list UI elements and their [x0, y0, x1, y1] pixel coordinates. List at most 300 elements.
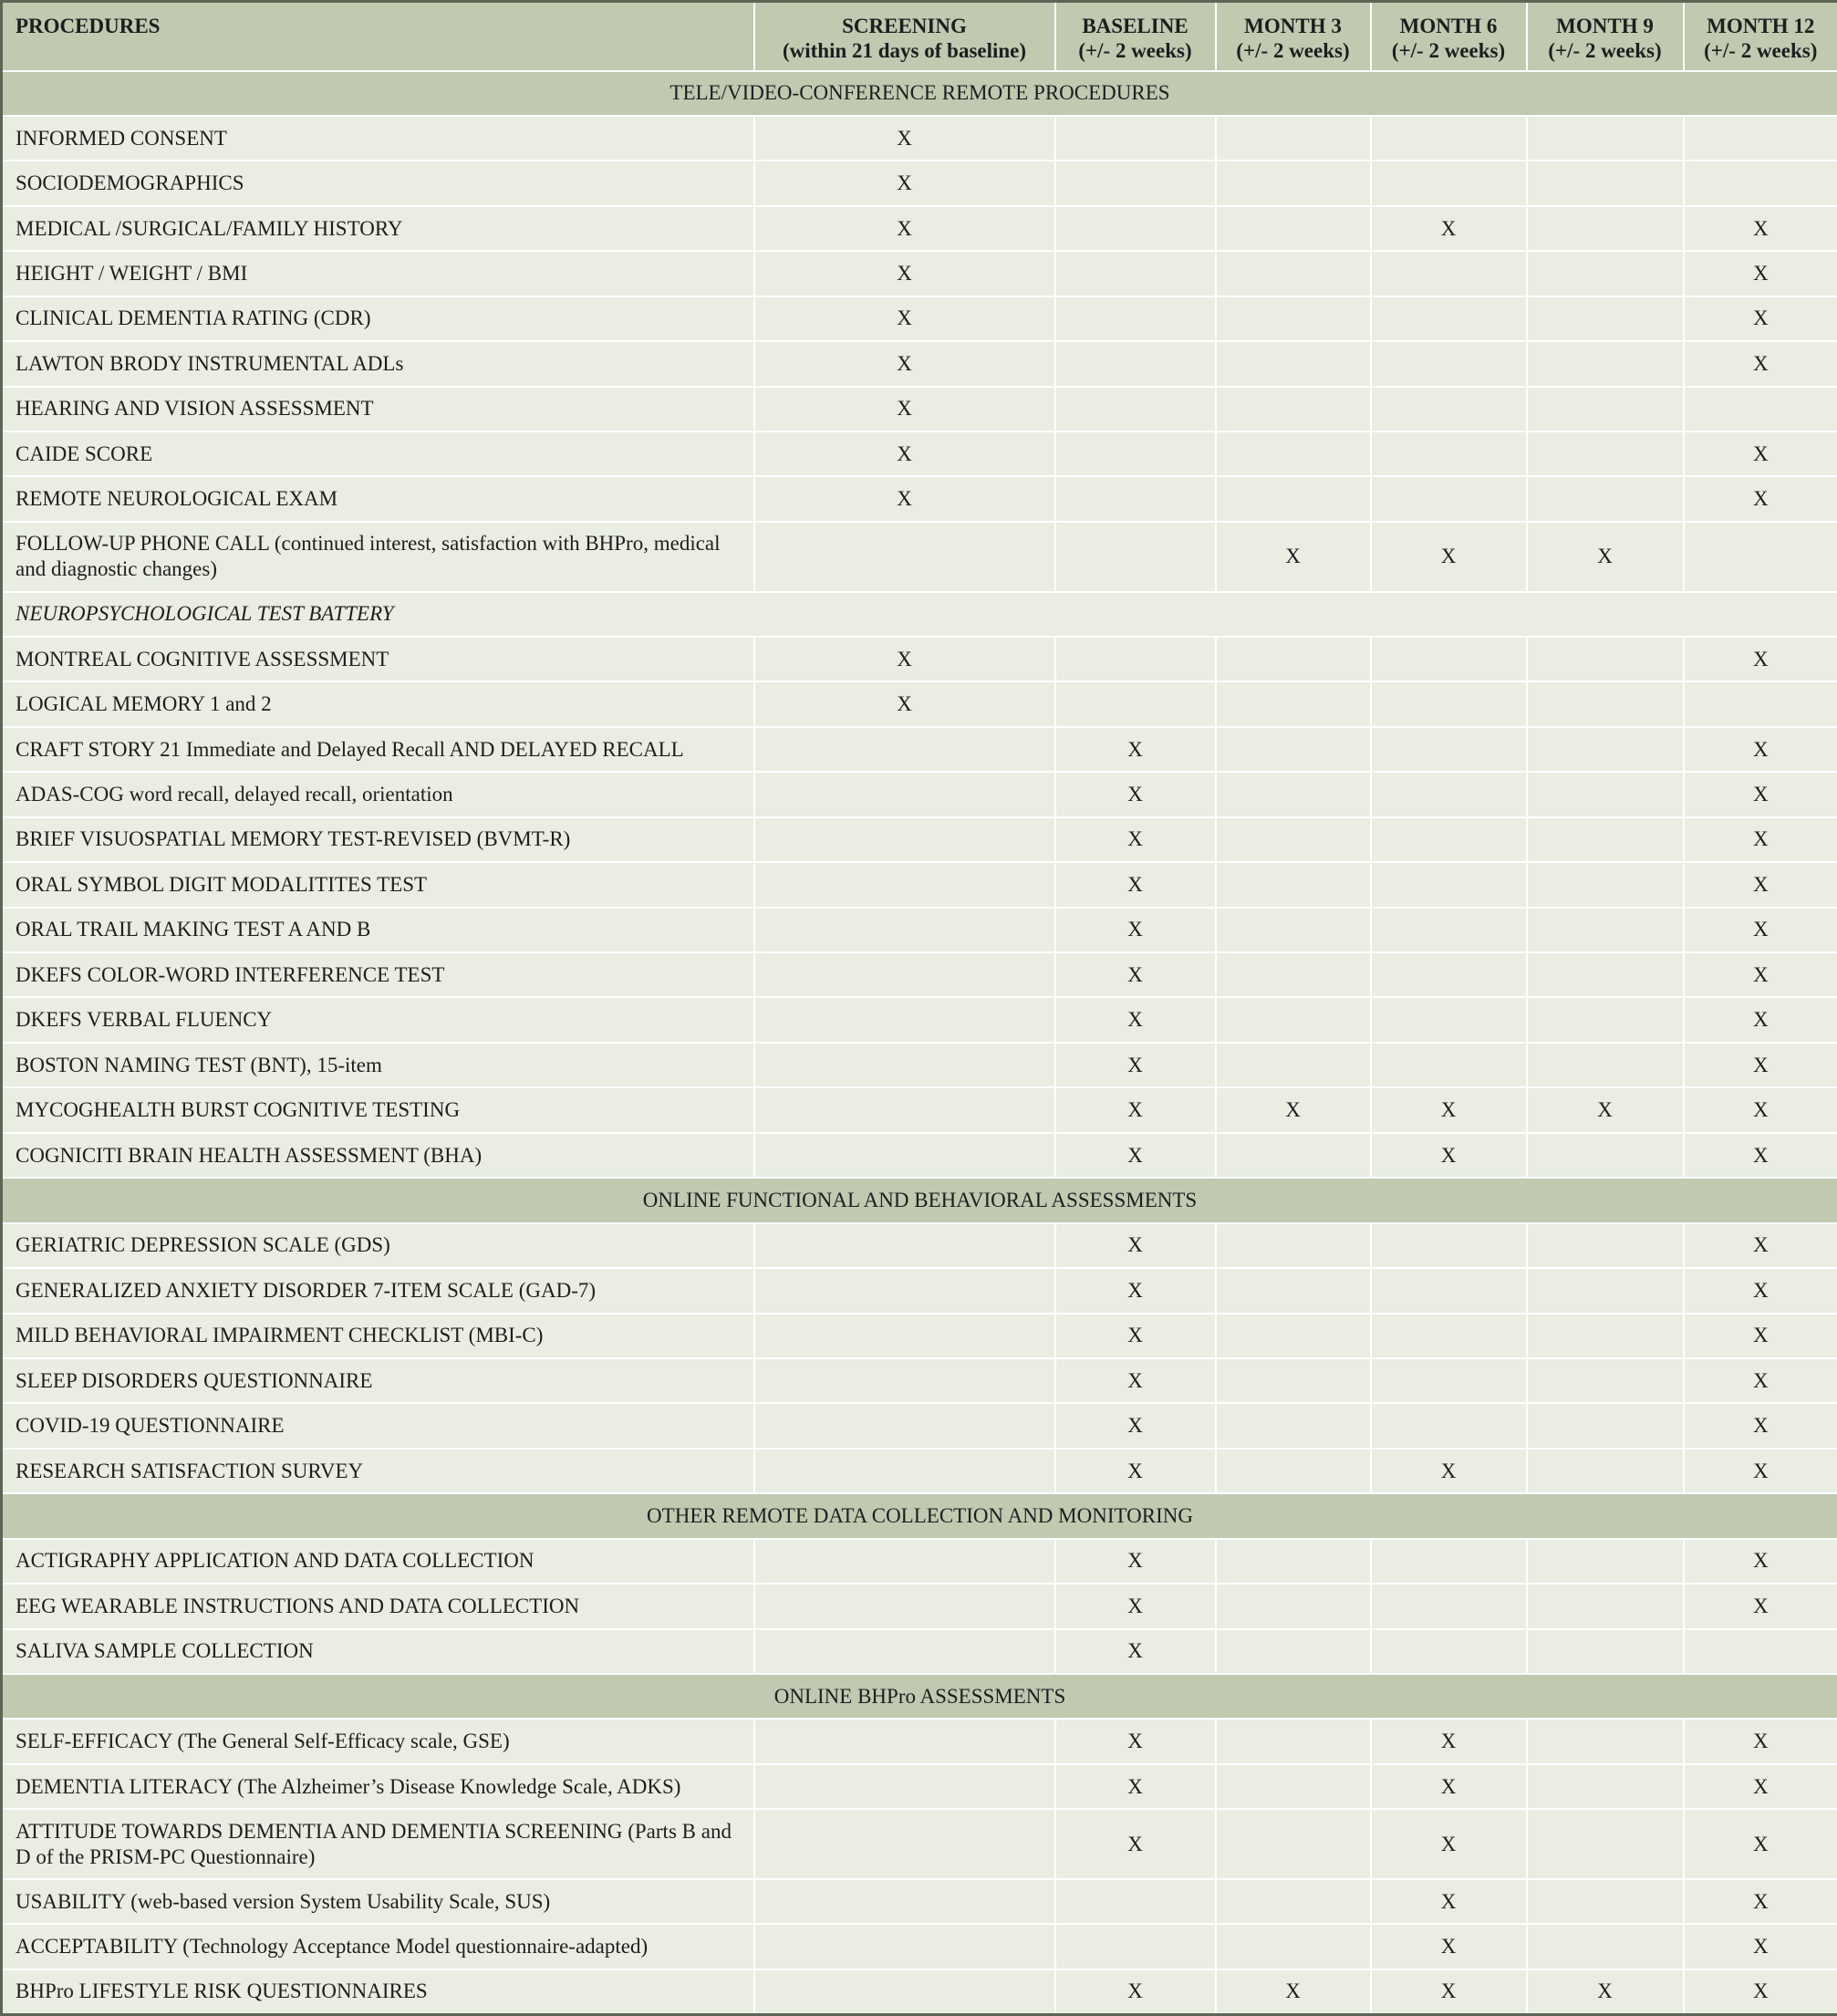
subsection-row: [2, 592, 1837, 637]
procedure-name: EEG WEARABLE INSTRUCTIONS AND DATA COLLECTION: [2, 1584, 754, 1628]
table-row: [2, 1924, 1837, 1969]
visit-mark-cell: [1527, 296, 1684, 341]
visit-mark-cell: [754, 952, 1055, 997]
table-row: [2, 952, 1837, 997]
procedure-name: HEIGHT / WEIGHT / BMI: [2, 251, 754, 296]
procedure-name: BOSTON NAMING TEST (BNT), 15-item: [2, 1043, 754, 1087]
visit-mark-cell: X: [1055, 1449, 1216, 1493]
visit-mark-cell: X: [1684, 1043, 1837, 1087]
visit-mark-cell: X: [1055, 1584, 1216, 1628]
visit-mark-cell: [1527, 251, 1684, 296]
visit-mark-cell: X: [1055, 997, 1216, 1042]
visit-mark-cell: [1527, 1403, 1684, 1448]
procedure-name: COVID-19 QUESTIONNAIRE: [2, 1403, 754, 1448]
visit-mark-cell: [1216, 637, 1371, 681]
visit-mark-cell: [1055, 251, 1216, 296]
visit-mark-cell: X: [1371, 1133, 1527, 1178]
visit-mark-cell: X: [1684, 1809, 1837, 1879]
visit-mark-cell: X: [1055, 1969, 1216, 2015]
visit-mark-cell: X: [1055, 1539, 1216, 1584]
visit-mark-cell: [1371, 1268, 1527, 1313]
procedure-name: DKEFS VERBAL FLUENCY: [2, 997, 754, 1042]
visit-mark-cell: [754, 1584, 1055, 1628]
visit-mark-cell: [754, 1764, 1055, 1809]
visit-mark-cell: [1371, 727, 1527, 772]
procedure-name: ATTITUDE TOWARDS DEMENTIA AND DEMENTIA SCREENING (Parts B and D of the PRISM-PC Questionnaire): [2, 1809, 754, 1879]
procedure-name: USABILITY (web-based version System Usability Scale, SUS): [2, 1879, 754, 1924]
visit-mark-cell: [1216, 817, 1371, 862]
visit-mark-cell: [1371, 1629, 1527, 1674]
visit-mark-cell: X: [1055, 1314, 1216, 1358]
header-row: [2, 2, 1837, 71]
procedure-name: FOLLOW-UP PHONE CALL (continued interest, satisfaction with BHPro, medical and diagnostic changes): [2, 522, 754, 592]
procedure-name: GENERALIZED ANXIETY DISORDER 7-ITEM SCALE (GAD-7): [2, 1268, 754, 1313]
visit-mark-cell: [1055, 1879, 1216, 1924]
visit-mark-cell: X: [1055, 1809, 1216, 1879]
procedure-name: DKEFS COLOR-WORD INTERFERENCE TEST: [2, 952, 754, 997]
section-title: ONLINE FUNCTIONAL AND BEHAVIORAL ASSESSMENTS: [2, 1178, 1837, 1222]
visit-mark-cell: X: [1684, 772, 1837, 816]
visit-mark-cell: X: [1684, 1268, 1837, 1313]
visit-mark-cell: [1527, 1539, 1684, 1584]
table-row: [2, 817, 1837, 862]
visit-mark-cell: [1527, 1223, 1684, 1268]
visit-mark-cell: [1371, 1043, 1527, 1087]
procedure-name: CLINICAL DEMENTIA RATING (CDR): [2, 296, 754, 341]
column-header-window: (+/- 2 weeks): [1704, 39, 1818, 62]
column-header-window: (+/- 2 weeks): [1236, 39, 1350, 62]
procedure-name: GERIATRIC DEPRESSION SCALE (GDS): [2, 1223, 754, 1268]
visit-mark-cell: X: [1055, 772, 1216, 816]
visit-mark-cell: [1216, 1629, 1371, 1674]
visit-mark-cell: X: [754, 116, 1055, 161]
visit-mark-cell: [1527, 1924, 1684, 1969]
section-header-row: [2, 1178, 1837, 1222]
visit-mark-cell: [1216, 161, 1371, 205]
visit-mark-cell: X: [1684, 1879, 1837, 1924]
visit-mark-cell: [1055, 476, 1216, 521]
procedure-name: CAIDE SCORE: [2, 431, 754, 476]
visit-mark-cell: X: [1055, 1133, 1216, 1178]
visit-mark-cell: [1055, 161, 1216, 205]
visit-mark-cell: [754, 862, 1055, 907]
table-row: [2, 1764, 1837, 1809]
table-row: [2, 1403, 1837, 1448]
visit-mark-cell: X: [1527, 1969, 1684, 2015]
visit-mark-cell: [1684, 161, 1837, 205]
visit-mark-cell: [1216, 1809, 1371, 1879]
visit-mark-cell: [1527, 637, 1684, 681]
visit-mark-cell: [1371, 296, 1527, 341]
visit-mark-cell: [754, 1969, 1055, 2015]
visit-mark-cell: [1055, 681, 1216, 726]
procedure-name: CRAFT STORY 21 Immediate and Delayed Recall AND DELAYED RECALL: [2, 727, 754, 772]
visit-mark-cell: [1371, 637, 1527, 681]
visit-mark-cell: [754, 1043, 1055, 1087]
visit-mark-cell: [1216, 296, 1371, 341]
visit-mark-cell: X: [1684, 1358, 1837, 1403]
section-title: OTHER REMOTE DATA COLLECTION AND MONITORING: [2, 1493, 1837, 1538]
procedure-name: ADAS-COG word recall, delayed recall, orientation: [2, 772, 754, 816]
visit-mark-cell: [1371, 116, 1527, 161]
visit-mark-cell: [1055, 387, 1216, 431]
visit-mark-cell: [1527, 1043, 1684, 1087]
visit-mark-cell: X: [754, 637, 1055, 681]
table-row: [2, 341, 1837, 386]
table-row: [2, 1133, 1837, 1178]
visit-mark-cell: [1527, 1629, 1684, 1674]
visit-mark-cell: [754, 1879, 1055, 1924]
visit-mark-cell: X: [1684, 997, 1837, 1042]
visit-mark-cell: [1216, 1314, 1371, 1358]
visit-mark-cell: [1527, 1879, 1684, 1924]
visit-mark-cell: [754, 1268, 1055, 1313]
visit-mark-cell: [1216, 251, 1371, 296]
procedure-name: HEARING AND VISION ASSESSMENT: [2, 387, 754, 431]
visit-mark-cell: [1055, 637, 1216, 681]
visit-mark-cell: X: [1055, 952, 1216, 997]
visit-mark-cell: [1527, 817, 1684, 862]
visit-mark-cell: [1371, 997, 1527, 1042]
visit-mark-cell: [754, 772, 1055, 816]
table-row: [2, 862, 1837, 907]
visit-mark-cell: X: [1684, 952, 1837, 997]
visit-mark-cell: X: [1684, 206, 1837, 251]
table-row: [2, 387, 1837, 431]
table-row: [2, 772, 1837, 816]
table-row: [2, 116, 1837, 161]
column-header-label: SCREENING: [842, 15, 967, 37]
section-header-row: [2, 71, 1837, 116]
visit-mark-cell: [1216, 772, 1371, 816]
procedure-name: INFORMED CONSENT: [2, 116, 754, 161]
table-row: [2, 431, 1837, 476]
column-header-label: MONTH 6: [1399, 15, 1498, 37]
visit-mark-cell: [1371, 772, 1527, 816]
visit-mark-cell: [1527, 1719, 1684, 1763]
visit-mark-cell: X: [1684, 1314, 1837, 1358]
visit-mark-cell: [754, 1629, 1055, 1674]
visit-mark-cell: [1527, 431, 1684, 476]
visit-mark-cell: [754, 1087, 1055, 1132]
visit-mark-cell: X: [754, 476, 1055, 521]
visit-mark-cell: X: [1055, 1087, 1216, 1132]
visit-mark-cell: [1055, 522, 1216, 592]
visit-mark-cell: X: [1684, 341, 1837, 386]
visit-mark-cell: [1527, 862, 1684, 907]
table-row: [2, 1358, 1837, 1403]
visit-mark-cell: [1527, 1314, 1684, 1358]
visit-mark-cell: X: [1684, 1764, 1837, 1809]
visit-mark-cell: [1527, 387, 1684, 431]
visit-mark-cell: X: [1684, 1223, 1837, 1268]
visit-mark-cell: [1216, 1764, 1371, 1809]
visit-mark-cell: [1371, 476, 1527, 521]
visit-mark-cell: X: [1684, 1584, 1837, 1628]
table-row: [2, 1087, 1837, 1132]
procedure-name: ACTIGRAPHY APPLICATION AND DATA COLLECTION: [2, 1539, 754, 1584]
table-row: [2, 206, 1837, 251]
table-row: [2, 296, 1837, 341]
visit-mark-cell: [1527, 1268, 1684, 1313]
visit-mark-cell: X: [754, 251, 1055, 296]
table-row: [2, 1539, 1837, 1584]
visit-mark-cell: [1371, 952, 1527, 997]
column-header-window: (+/- 2 weeks): [1548, 39, 1662, 62]
visit-mark-cell: [1216, 1043, 1371, 1087]
table-row: [2, 1879, 1837, 1924]
visit-mark-cell: [1216, 1879, 1371, 1924]
procedure-name: DEMENTIA LITERACY (The Alzheimer’s Disease Knowledge Scale, ADKS): [2, 1764, 754, 1809]
table-row: [2, 1584, 1837, 1628]
visit-mark-cell: X: [1055, 1268, 1216, 1313]
table-row: [2, 1969, 1837, 2015]
table-body: [2, 71, 1837, 2015]
visit-mark-cell: [1216, 952, 1371, 997]
visit-mark-cell: X: [1055, 817, 1216, 862]
visit-mark-cell: [1055, 1924, 1216, 1969]
visit-mark-cell: [1527, 341, 1684, 386]
visit-mark-cell: [1371, 161, 1527, 205]
visit-mark-cell: X: [754, 681, 1055, 726]
procedure-name: SOCIODEMOGRAPHICS: [2, 161, 754, 205]
visit-mark-cell: [1371, 817, 1527, 862]
table-row: [2, 161, 1837, 205]
visit-mark-cell: [1684, 387, 1837, 431]
visit-mark-cell: [1371, 1358, 1527, 1403]
visit-mark-cell: X: [1371, 522, 1527, 592]
visit-mark-cell: [1216, 1358, 1371, 1403]
visit-mark-cell: [754, 817, 1055, 862]
visit-mark-cell: [754, 727, 1055, 772]
visit-mark-cell: [1216, 862, 1371, 907]
column-header-5: [1527, 2, 1684, 71]
table-row: [2, 1043, 1837, 1087]
visit-mark-cell: [1216, 341, 1371, 386]
visit-mark-cell: X: [1216, 1087, 1371, 1132]
visit-mark-cell: X: [1684, 908, 1837, 952]
visit-mark-cell: X: [1055, 727, 1216, 772]
table-row: [2, 1449, 1837, 1493]
visit-mark-cell: X: [1684, 1969, 1837, 2015]
table-row: [2, 251, 1837, 296]
visit-mark-cell: X: [1684, 476, 1837, 521]
procedure-name: SELF-EFFICACY (The General Self-Efficacy scale, GSE): [2, 1719, 754, 1763]
visit-mark-cell: [1216, 1449, 1371, 1493]
visit-mark-cell: [1216, 387, 1371, 431]
visit-mark-cell: [1684, 1629, 1837, 1674]
visit-mark-cell: [1216, 1223, 1371, 1268]
visit-mark-cell: [1055, 296, 1216, 341]
table-row: [2, 1629, 1837, 1674]
visit-mark-cell: X: [1684, 1924, 1837, 1969]
visit-mark-cell: [754, 1133, 1055, 1178]
visit-mark-cell: X: [754, 387, 1055, 431]
visit-mark-cell: X: [1371, 206, 1527, 251]
visit-mark-cell: X: [1055, 1403, 1216, 1448]
table-row: [2, 1314, 1837, 1358]
visit-mark-cell: [1216, 1584, 1371, 1628]
column-header-window: (+/- 2 weeks): [1078, 39, 1192, 62]
visit-mark-cell: [1216, 727, 1371, 772]
procedure-name: ORAL TRAIL MAKING TEST A AND B: [2, 908, 754, 952]
visit-mark-cell: [1216, 206, 1371, 251]
visit-mark-cell: X: [1055, 1719, 1216, 1763]
column-header-procedures: [2, 2, 754, 71]
visit-mark-cell: [1527, 727, 1684, 772]
section-header-row: [2, 1493, 1837, 1538]
visit-mark-cell: [754, 1809, 1055, 1879]
column-header-label: PROCEDURES: [16, 15, 161, 37]
procedure-name: BHPro LIFESTYLE RISK QUESTIONNAIRES: [2, 1969, 754, 2015]
visit-mark-cell: [1216, 997, 1371, 1042]
visit-mark-cell: [754, 1314, 1055, 1358]
table-row: [2, 1719, 1837, 1763]
procedure-name: COGNICITI BRAIN HEALTH ASSESSMENT (BHA): [2, 1133, 754, 1178]
visit-mark-cell: [1527, 161, 1684, 205]
visit-mark-cell: X: [1684, 1449, 1837, 1493]
visit-mark-cell: [1527, 476, 1684, 521]
visit-mark-cell: X: [1055, 1043, 1216, 1087]
visit-mark-cell: X: [1684, 637, 1837, 681]
procedure-name: RESEARCH SATISFACTION SURVEY: [2, 1449, 754, 1493]
visit-mark-cell: [1371, 862, 1527, 907]
visit-mark-cell: [1216, 1539, 1371, 1584]
visit-mark-cell: [1216, 1403, 1371, 1448]
column-header-1: [754, 2, 1055, 71]
procedure-name: MONTREAL COGNITIVE ASSESSMENT: [2, 637, 754, 681]
visit-mark-cell: X: [1371, 1879, 1527, 1924]
visit-mark-cell: X: [1684, 1087, 1837, 1132]
procedure-name: ORAL SYMBOL DIGIT MODALITITES TEST: [2, 862, 754, 907]
visit-mark-cell: X: [1684, 1133, 1837, 1178]
visit-mark-cell: [1216, 1133, 1371, 1178]
visit-mark-cell: [754, 1403, 1055, 1448]
visit-mark-cell: [754, 908, 1055, 952]
table-row: [2, 997, 1837, 1042]
column-header-label: MONTH 12: [1707, 15, 1815, 37]
column-header-label: BASELINE: [1082, 15, 1188, 37]
visit-mark-cell: X: [1684, 862, 1837, 907]
visit-mark-cell: [1527, 1358, 1684, 1403]
column-header-label: MONTH 9: [1556, 15, 1654, 37]
visit-mark-cell: [1371, 1584, 1527, 1628]
visit-mark-cell: [1216, 476, 1371, 521]
visit-mark-cell: [1371, 1403, 1527, 1448]
visit-mark-cell: [1371, 908, 1527, 952]
visit-mark-cell: X: [754, 296, 1055, 341]
visit-mark-cell: [1055, 206, 1216, 251]
visit-mark-cell: X: [754, 341, 1055, 386]
visit-mark-cell: X: [1371, 1809, 1527, 1879]
visit-mark-cell: X: [1371, 1969, 1527, 2015]
visit-mark-cell: X: [1684, 1539, 1837, 1584]
table-row: [2, 476, 1837, 521]
visit-mark-cell: [1055, 341, 1216, 386]
section-title: ONLINE BHPro ASSESSMENTS: [2, 1674, 1837, 1719]
visit-mark-cell: X: [1684, 727, 1837, 772]
procedure-name: ACCEPTABILITY (Technology Acceptance Model questionnaire-adapted): [2, 1924, 754, 1969]
visit-mark-cell: [1527, 1584, 1684, 1628]
visit-mark-cell: [1527, 1133, 1684, 1178]
visit-mark-cell: X: [1684, 431, 1837, 476]
visit-mark-cell: [1527, 681, 1684, 726]
visit-mark-cell: [1055, 431, 1216, 476]
visit-mark-cell: [1527, 1764, 1684, 1809]
visit-mark-cell: [1371, 1314, 1527, 1358]
visit-mark-cell: [1216, 431, 1371, 476]
section-title: TELE/VIDEO-CONFERENCE REMOTE PROCEDURES: [2, 71, 1837, 116]
procedure-name: SLEEP DISORDERS QUESTIONNAIRE: [2, 1358, 754, 1403]
visit-mark-cell: X: [1684, 296, 1837, 341]
visit-mark-cell: [1527, 1809, 1684, 1879]
visit-mark-cell: X: [1055, 1358, 1216, 1403]
table-row: [2, 681, 1837, 726]
visit-mark-cell: [1527, 908, 1684, 952]
visit-mark-cell: [754, 1924, 1055, 1969]
visit-mark-cell: [1371, 681, 1527, 726]
table-row: [2, 1223, 1837, 1268]
column-header-2: [1055, 2, 1216, 71]
procedure-name: SALIVA SAMPLE COLLECTION: [2, 1629, 754, 1674]
visit-mark-cell: [1684, 116, 1837, 161]
visit-mark-cell: [1527, 116, 1684, 161]
column-header-window: (+/- 2 weeks): [1391, 39, 1506, 62]
visit-mark-cell: [1527, 997, 1684, 1042]
column-header-6: [1684, 2, 1837, 71]
subsection-title: NEUROPSYCHOLOGICAL TEST BATTERY: [2, 592, 1837, 637]
visit-mark-cell: [1684, 681, 1837, 726]
visit-mark-cell: [1371, 1539, 1527, 1584]
visit-mark-cell: X: [1055, 862, 1216, 907]
table-row: [2, 522, 1837, 592]
visit-mark-cell: [754, 522, 1055, 592]
visit-mark-cell: X: [1371, 1924, 1527, 1969]
visit-mark-cell: [754, 1223, 1055, 1268]
visit-mark-cell: X: [1216, 522, 1371, 592]
visit-mark-cell: X: [1527, 1087, 1684, 1132]
visit-mark-cell: [754, 1719, 1055, 1763]
section-header-row: [2, 1674, 1837, 1719]
procedure-name: REMOTE NEUROLOGICAL EXAM: [2, 476, 754, 521]
table-row: [2, 637, 1837, 681]
procedure-name: MILD BEHAVIORAL IMPAIRMENT CHECKLIST (MBI-C): [2, 1314, 754, 1358]
visit-mark-cell: X: [1055, 1223, 1216, 1268]
procedure-name: BRIEF VISUOSPATIAL MEMORY TEST-REVISED (BVMT-R): [2, 817, 754, 862]
visit-mark-cell: [1527, 206, 1684, 251]
visit-mark-cell: X: [1371, 1719, 1527, 1763]
table-row: [2, 1268, 1837, 1313]
visit-mark-cell: [1216, 681, 1371, 726]
visit-mark-cell: X: [754, 206, 1055, 251]
visit-mark-cell: [1527, 1449, 1684, 1493]
visit-mark-cell: X: [1684, 817, 1837, 862]
visit-mark-cell: [1371, 1223, 1527, 1268]
visit-mark-cell: [754, 1539, 1055, 1584]
visit-mark-cell: [1371, 341, 1527, 386]
visit-mark-cell: X: [1684, 1403, 1837, 1448]
visit-mark-cell: [1055, 116, 1216, 161]
visit-mark-cell: [1216, 1719, 1371, 1763]
table-row: [2, 727, 1837, 772]
visit-mark-cell: [1371, 431, 1527, 476]
visit-mark-cell: [1371, 387, 1527, 431]
visit-mark-cell: [1371, 251, 1527, 296]
visit-mark-cell: [754, 997, 1055, 1042]
visit-mark-cell: X: [1216, 1969, 1371, 2015]
procedure-name: MYCOGHEALTH BURST COGNITIVE TESTING: [2, 1087, 754, 1132]
visit-mark-cell: X: [1055, 1629, 1216, 1674]
